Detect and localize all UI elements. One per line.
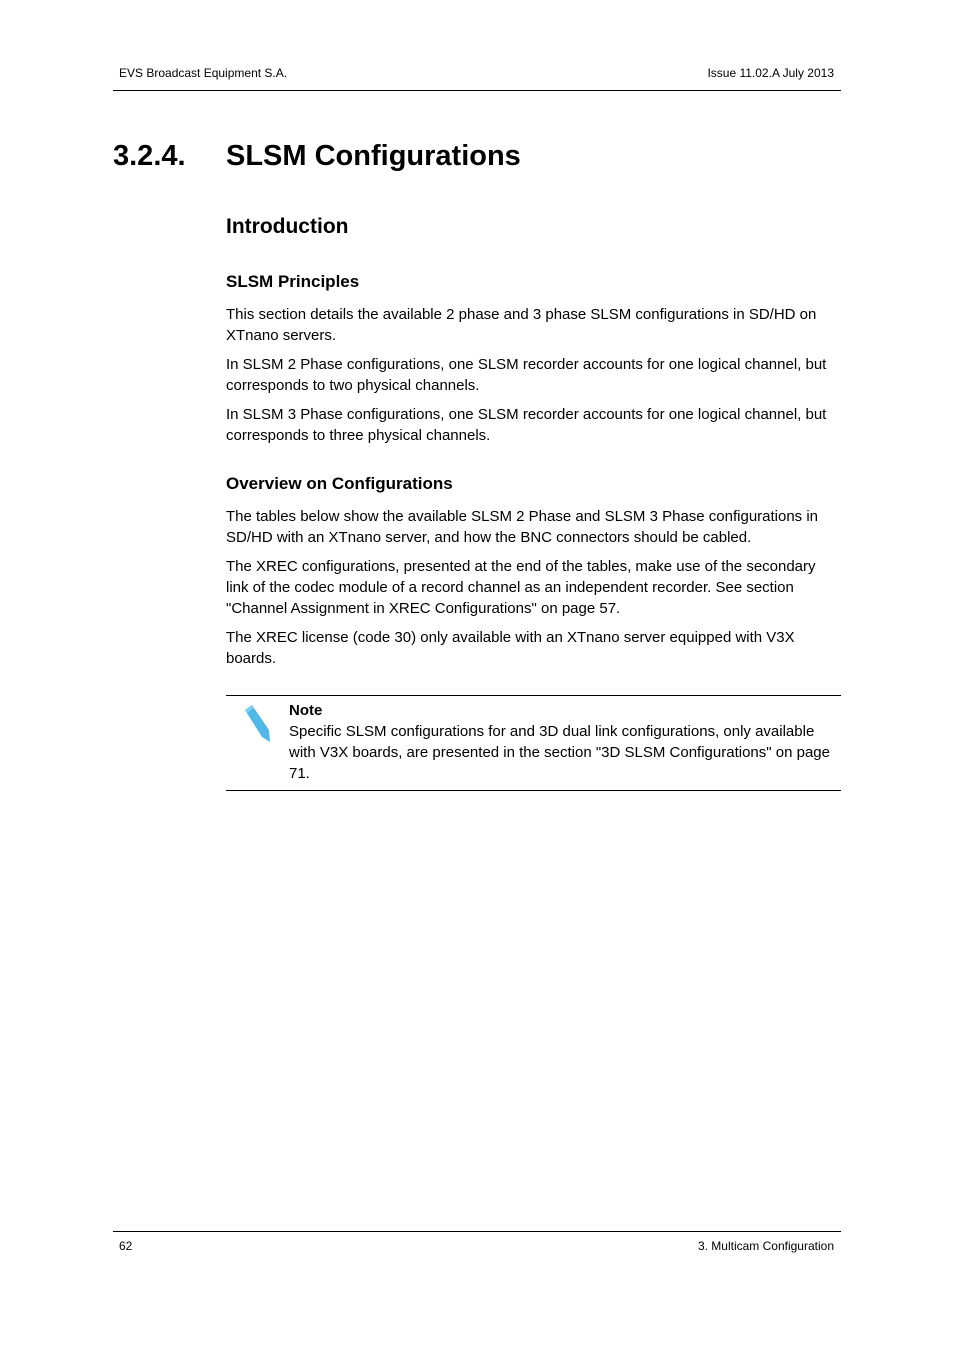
footer-page-number: 62 xyxy=(119,1239,133,1253)
slsm-principles-heading: SLSM Principles xyxy=(226,272,360,291)
chapter-title-text: SLSM Configurations xyxy=(226,140,521,172)
page-footer xyxy=(113,1231,841,1256)
note-text: Specific SLSM configurations for and 3D dual link configurations, only available with V3X boards, are presented in the section "3D SLSM Configurations" on page 71. xyxy=(289,723,830,782)
note-title: Note xyxy=(289,702,323,719)
principles-paragraph: In SLSM 3 Phase configurations, one SLSM recorder accounts for one logical channel, but corresponds to three physical channels. xyxy=(226,406,827,444)
principles-paragraph: In SLSM 2 Phase configurations, one SLSM recorder accounts for one logical channel, but corresponds to two physical channels. xyxy=(226,356,827,394)
principles-paragraph: This section details the available 2 phase and 3 phase SLSM configurations in SD/HD on XTnano servers. xyxy=(226,306,817,344)
page-header xyxy=(113,66,841,91)
main-content xyxy=(226,210,841,791)
introduction-heading: Introduction xyxy=(226,215,349,238)
footer-chapter: 3. Multicam Configuration xyxy=(697,1239,834,1253)
chapter-title xyxy=(113,140,521,173)
note-box xyxy=(226,695,841,791)
overview-paragraph: The XREC license (code 30) only available with an XTnano server equipped with V3X boards. xyxy=(226,629,795,667)
overview-paragraph: The XREC configurations, presented at the end of the tables, make use of the secondary link of the codec module of a record channel as an independent recorder. See section "Channel Assignment in XREC Configurations" on page 57. xyxy=(226,558,816,617)
header-company: EVS Broadcast Equipment S.A. xyxy=(119,66,288,80)
pencil-icon xyxy=(242,704,272,744)
overview-paragraph: The tables below show the available SLSM 2 Phase and SLSM 3 Phase configurations in SD/HD with an XTnano server, and how the BNC connectors should be cabled. xyxy=(226,508,819,546)
overview-heading: Overview on Configurations xyxy=(226,474,453,493)
header-issue: Issue 11.02.A July 2013 xyxy=(707,66,834,80)
chapter-number: 3.2.4. xyxy=(113,140,186,172)
